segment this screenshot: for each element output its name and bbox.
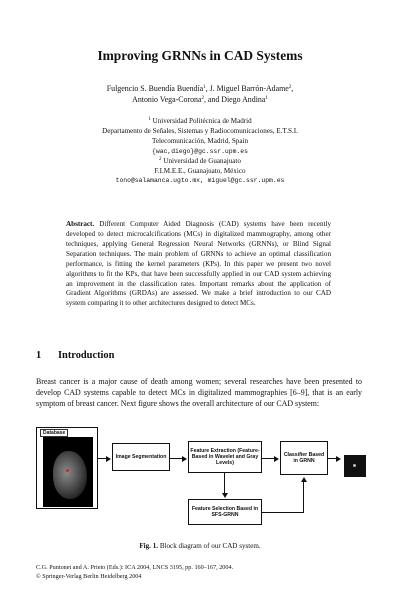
section-heading — [36, 350, 114, 361]
author-name: Antonio Vega-Corona — [132, 94, 202, 104]
footer-citation: C.G. Puntonet and A. Prieto (Eds.): ICA 2004, LNCS 3195, pp. 160–167, 2004. — [36, 564, 234, 571]
abstract — [66, 220, 331, 309]
intro-paragraph: Breast cancer is a major cause of death among women; several researches have been presented to develop CAD systems capable to detect MCs in digitalized mammographies [6–9], that is an early symptom of breast cancer. Next figure shows the overall architecture of our CAD system: — [36, 377, 362, 408]
arrow-head — [106, 456, 111, 462]
affiliation-number: 1 — [148, 117, 151, 122]
affiliation-number: 2 — [159, 156, 162, 162]
author-name: Fulgencio S. Buendía Buendía — [106, 84, 204, 93]
page-footer — [36, 564, 366, 582]
block-diagram — [36, 425, 366, 535]
affiliation-marker: 1 — [203, 85, 206, 90]
affiliation-1-dept2: Telecomunicación, Madrid, Spain — [151, 136, 249, 145]
author-list: Fulgencio S. Buendía Buendía$^1$, J. Miguel Barrón-Adame$^2$, Antonio Vega-Corona$^2$, and Diego Andina$^1$ — [106, 84, 294, 104]
database-box — [36, 427, 98, 509]
arrow-line — [262, 512, 304, 513]
arrow-head — [222, 493, 228, 498]
segmentation-box: Image Segmentation — [112, 443, 170, 471]
arrow-head — [274, 456, 279, 462]
detected-mc-dot — [353, 464, 356, 467]
author-name: , J. Miguel Barrón-Adame — [205, 84, 289, 93]
affiliation-2-email: tono@salamanca.ugto.mx, miguel@gc.ssr.upm.es — [115, 177, 285, 185]
figure-caption — [0, 542, 400, 550]
feature-extraction-box: Feature Extraction (Feature-Based in Wavelet and Gray Levels) — [188, 441, 262, 473]
database-label: Database — [40, 429, 68, 437]
footer-copyright: © Springer-Verlag Berlin Heidelberg 2004 — [36, 572, 142, 580]
affiliation-marker: 2 — [288, 85, 292, 90]
affiliation-marker: 1 — [265, 95, 268, 101]
output-image — [344, 455, 366, 477]
affiliation-text: Universidad Politécnica de Madrid — [152, 117, 252, 125]
arrow-head — [336, 456, 341, 462]
paper-title: Improving GRNNs in CAD Systems — [97, 48, 303, 63]
section-title: Introduction — [58, 350, 115, 361]
caption-label: Fig. 1. — [139, 542, 159, 550]
caption-text: Block diagram of our CAD system. — [159, 542, 261, 550]
breast-tissue — [53, 451, 87, 499]
feature-selection-box: Feature Selection Based in SFS-GRNN — [188, 499, 262, 525]
affiliations — [30, 117, 370, 186]
abstract-text: Different Computer Aided Diagnosis (CAD) systems have been recently developed to detect microcalcifications (MCs) in digitalized mammography, among other techniques, applying General Regression Neural Networks (GRNNs), or Blind Signal Separation techniques. The main problem of GRNNs to achieve an optimal classification performance, is fitting the kernel parameters (KPs). In this paper we present two novel algorithms to fit the KPs, that have been successfully applied in our CAD system achieving an improvement in the classification rates. Important remarks about the application of Gradient Algorithms (GRDAs) are assessed. We make a brief introduction to our CAD system comparing it to other architectures designed to detect MCs. — [66, 220, 331, 308]
mammogram-image — [43, 437, 93, 507]
section-number: 1 — [36, 350, 42, 361]
affiliation-marker: 2 — [201, 95, 204, 101]
affiliation-2-name — [30, 157, 370, 167]
affiliation-2-dept: F.I.M.E.E., Guanajuato, México — [154, 166, 246, 175]
arrow-line — [224, 473, 225, 495]
affiliation-text: Universidad de Guanajuato — [163, 156, 241, 165]
affiliation-1-dept: Departamento de Señales, Sistemas y Radiocomunicaciones, E.T.S.I. — [102, 126, 298, 135]
abstract-label: Abstract. — [66, 220, 95, 228]
affiliation-1-name — [30, 117, 370, 127]
arrow-line — [303, 480, 304, 513]
arrow-head — [301, 477, 307, 482]
arrow-head — [182, 456, 187, 462]
affiliation-1-email: {wac,diego}@gc.ssr.upm.es — [152, 147, 248, 155]
microcalcification-marker — [66, 469, 69, 472]
classifier-box: Classifier Based in GRNN — [280, 441, 328, 475]
author-name: , and Diego Andina — [203, 94, 266, 104]
